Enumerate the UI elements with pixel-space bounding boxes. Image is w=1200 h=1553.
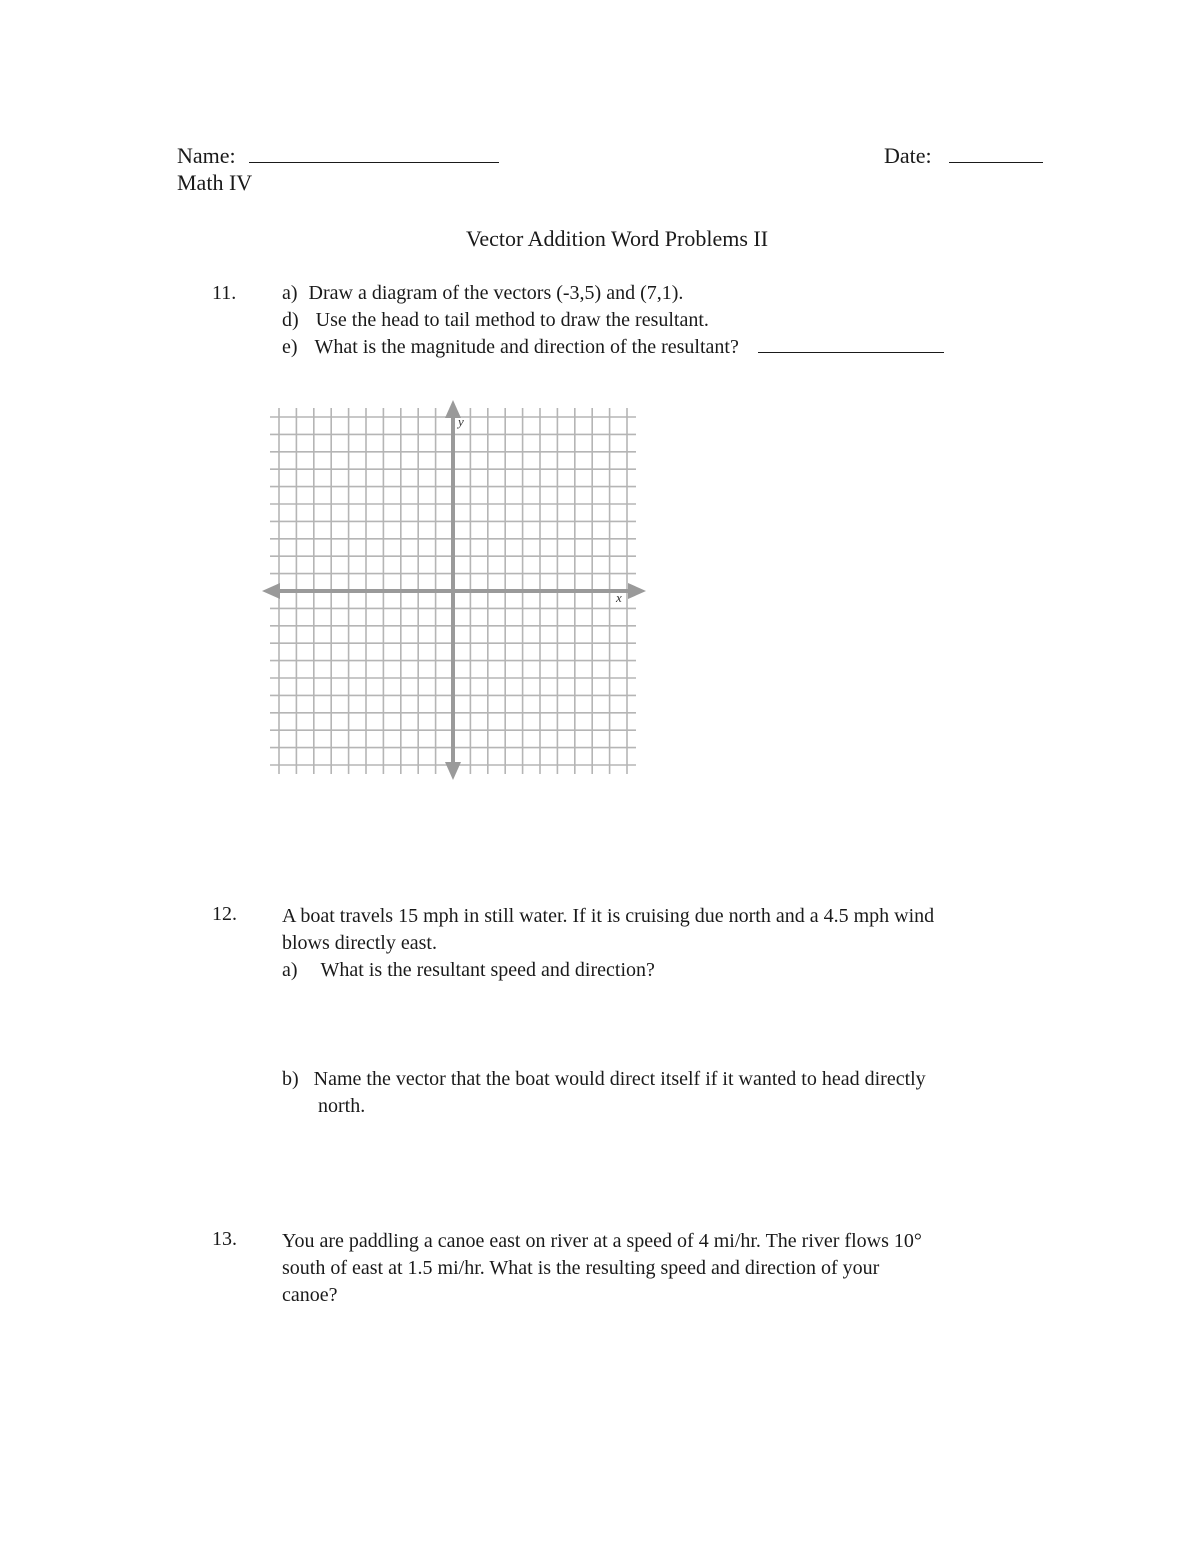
answer-blank[interactable]: [758, 336, 944, 353]
part-label: a): [282, 959, 298, 981]
problem-11-part-a: [282, 280, 683, 307]
date-label: Date:: [884, 143, 932, 168]
part-text: What is the magnitude and direction of the resultant?: [314, 336, 739, 358]
course-name: Math IV: [177, 170, 253, 195]
problem-12-part-a: [282, 957, 655, 984]
problem-13-line3: canoe?: [282, 1284, 338, 1306]
problem-number: 12.: [212, 903, 237, 925]
name-field[interactable]: [177, 143, 499, 169]
date-blank[interactable]: [949, 144, 1043, 163]
name-blank[interactable]: [249, 144, 499, 163]
part-label: d): [282, 309, 299, 331]
part-text: Draw a diagram of the vectors (-3,5) and (7,1).: [308, 282, 684, 304]
problem-13-line1: You are paddling a canoe east on river at a speed of 4 mi/hr. The river flows 10°: [282, 1230, 922, 1252]
problem-12-intro-line2: blows directly east.: [282, 932, 437, 954]
part-text: What is the resultant speed and direction?: [320, 959, 655, 981]
part-label: b): [282, 1068, 299, 1090]
y-axis-bottom-arrow: [445, 762, 461, 780]
problem-13-line2: south of east at 1.5 mi/hr. What is the resulting speed and direction of your: [282, 1257, 880, 1279]
problem-11-part-e: [282, 334, 944, 361]
name-label: Name:: [177, 143, 236, 168]
page-title: Vector Addition Word Problems II: [465, 226, 769, 251]
x-axis-right-arrow: [628, 583, 646, 599]
x-axis-left-arrow: [262, 583, 280, 599]
part-label: e): [282, 336, 298, 358]
date-field[interactable]: [884, 143, 1043, 169]
problem-number: 11.: [212, 282, 237, 304]
problem-number: 13.: [212, 1228, 237, 1250]
problem-12-part-b: [282, 1066, 926, 1093]
problem-11-part-d: [282, 307, 709, 334]
part-text: Use the head to tail method to draw the resultant.: [315, 309, 709, 331]
part-text: Name the vector that the boat would direct itself if it wanted to head directly: [313, 1068, 926, 1090]
problem-12-intro-line1: A boat travels 15 mph in still water. If it is cruising due north and a 4.5 mph wind: [282, 905, 935, 927]
x-axis-label: x: [616, 590, 622, 605]
part-label: a): [282, 282, 298, 304]
y-axis-label: y: [458, 414, 464, 429]
problem-12-part-b-line2: north.: [318, 1095, 366, 1117]
coordinate-grid[interactable]: [258, 396, 650, 788]
